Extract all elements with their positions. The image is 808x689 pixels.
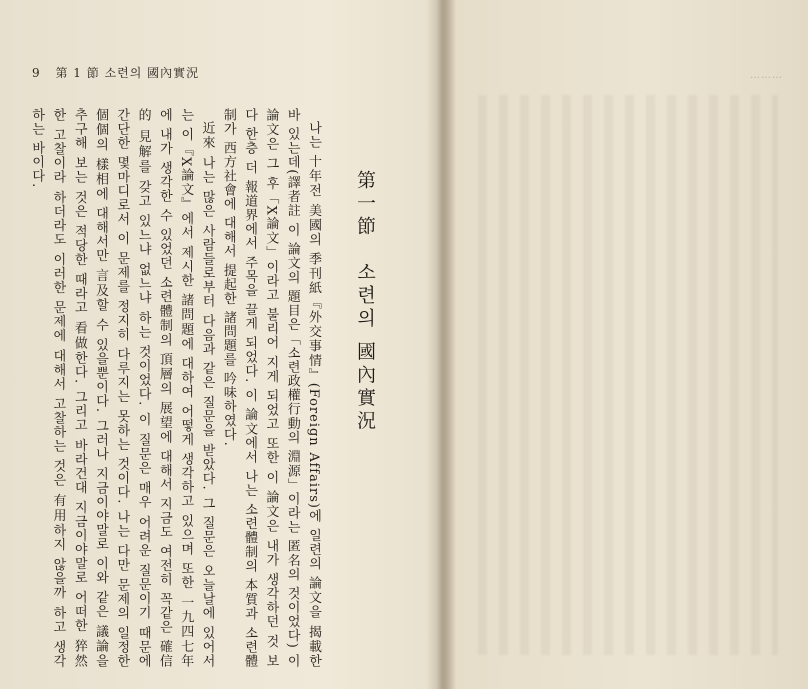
body-text bbox=[30, 108, 324, 668]
gutter-shadow bbox=[426, 0, 456, 689]
running-head-title: 소련의 國內實況 bbox=[104, 66, 200, 80]
paragraph-2: 近來 나는 많은 사람들로부터 다음과 같은 질문을 받았다. 그 질문은 오늘날에 있어서는 이『X論文』에서 제시한 諸問題에 대하여 어떻게 생각하고 있으며 또한 一九四七年에 내가 생각한 수 있었던 소련體制의 頂層의 展望에 대해서 지금도 여전히 꼭같은 確信的 見解를 갖고 있느냐 없느냐 하는 것이었다. 이 질문은 매우 어려운 질문이기 때문에 간단한 몇마디로서 이 문제를 정지히 다루지는 못하는 것이다. 나는 다만 문제의 일정한 個個의 樣相에 대해서만 言及할 수 있을뿐이다. 그러나 지금이야말로 이와 같은 議論을 추구해 보는 것은 적당한 때라고 看做한다. 그리고 바라건대 지금이야말로 어떠한 猝然한 고찰이라 하더라도 이러한 문제에 대해서 고찰하는 것은 有用하지 않을까 하고 생각하는 바이다. bbox=[29, 108, 215, 668]
running-head bbox=[32, 64, 199, 81]
running-head-section: 第 1 節 bbox=[55, 66, 100, 80]
right-page-header-ghost: ……… bbox=[750, 70, 783, 81]
right-page-bleed-through bbox=[478, 95, 778, 655]
paragraph-1: 나는 十年전 美國의 季刊紙『外交事情』(Foreign Affairs)에 일련의 論文을 揭載한바 있는데(譯者註 이 論文의 題目은「소련政權行動의 淵源」이라는 匿名의 것이었다) 이 論文은 그 후「X論文」이라고 불리어 지게 되었고 또한 이 論文은 내가 생각하던 것 보다 한층 더 報道界에서 주목을 끌게 되었다. 이 論文에서 나는 소련體制의 本質과 소련體制가 西方社會에 대해서 提起한 諸問題를 吟味하였다. bbox=[220, 108, 321, 668]
section-title: 第一節 소련의 國內實況 bbox=[354, 170, 376, 434]
page-number: 9 bbox=[32, 66, 41, 80]
